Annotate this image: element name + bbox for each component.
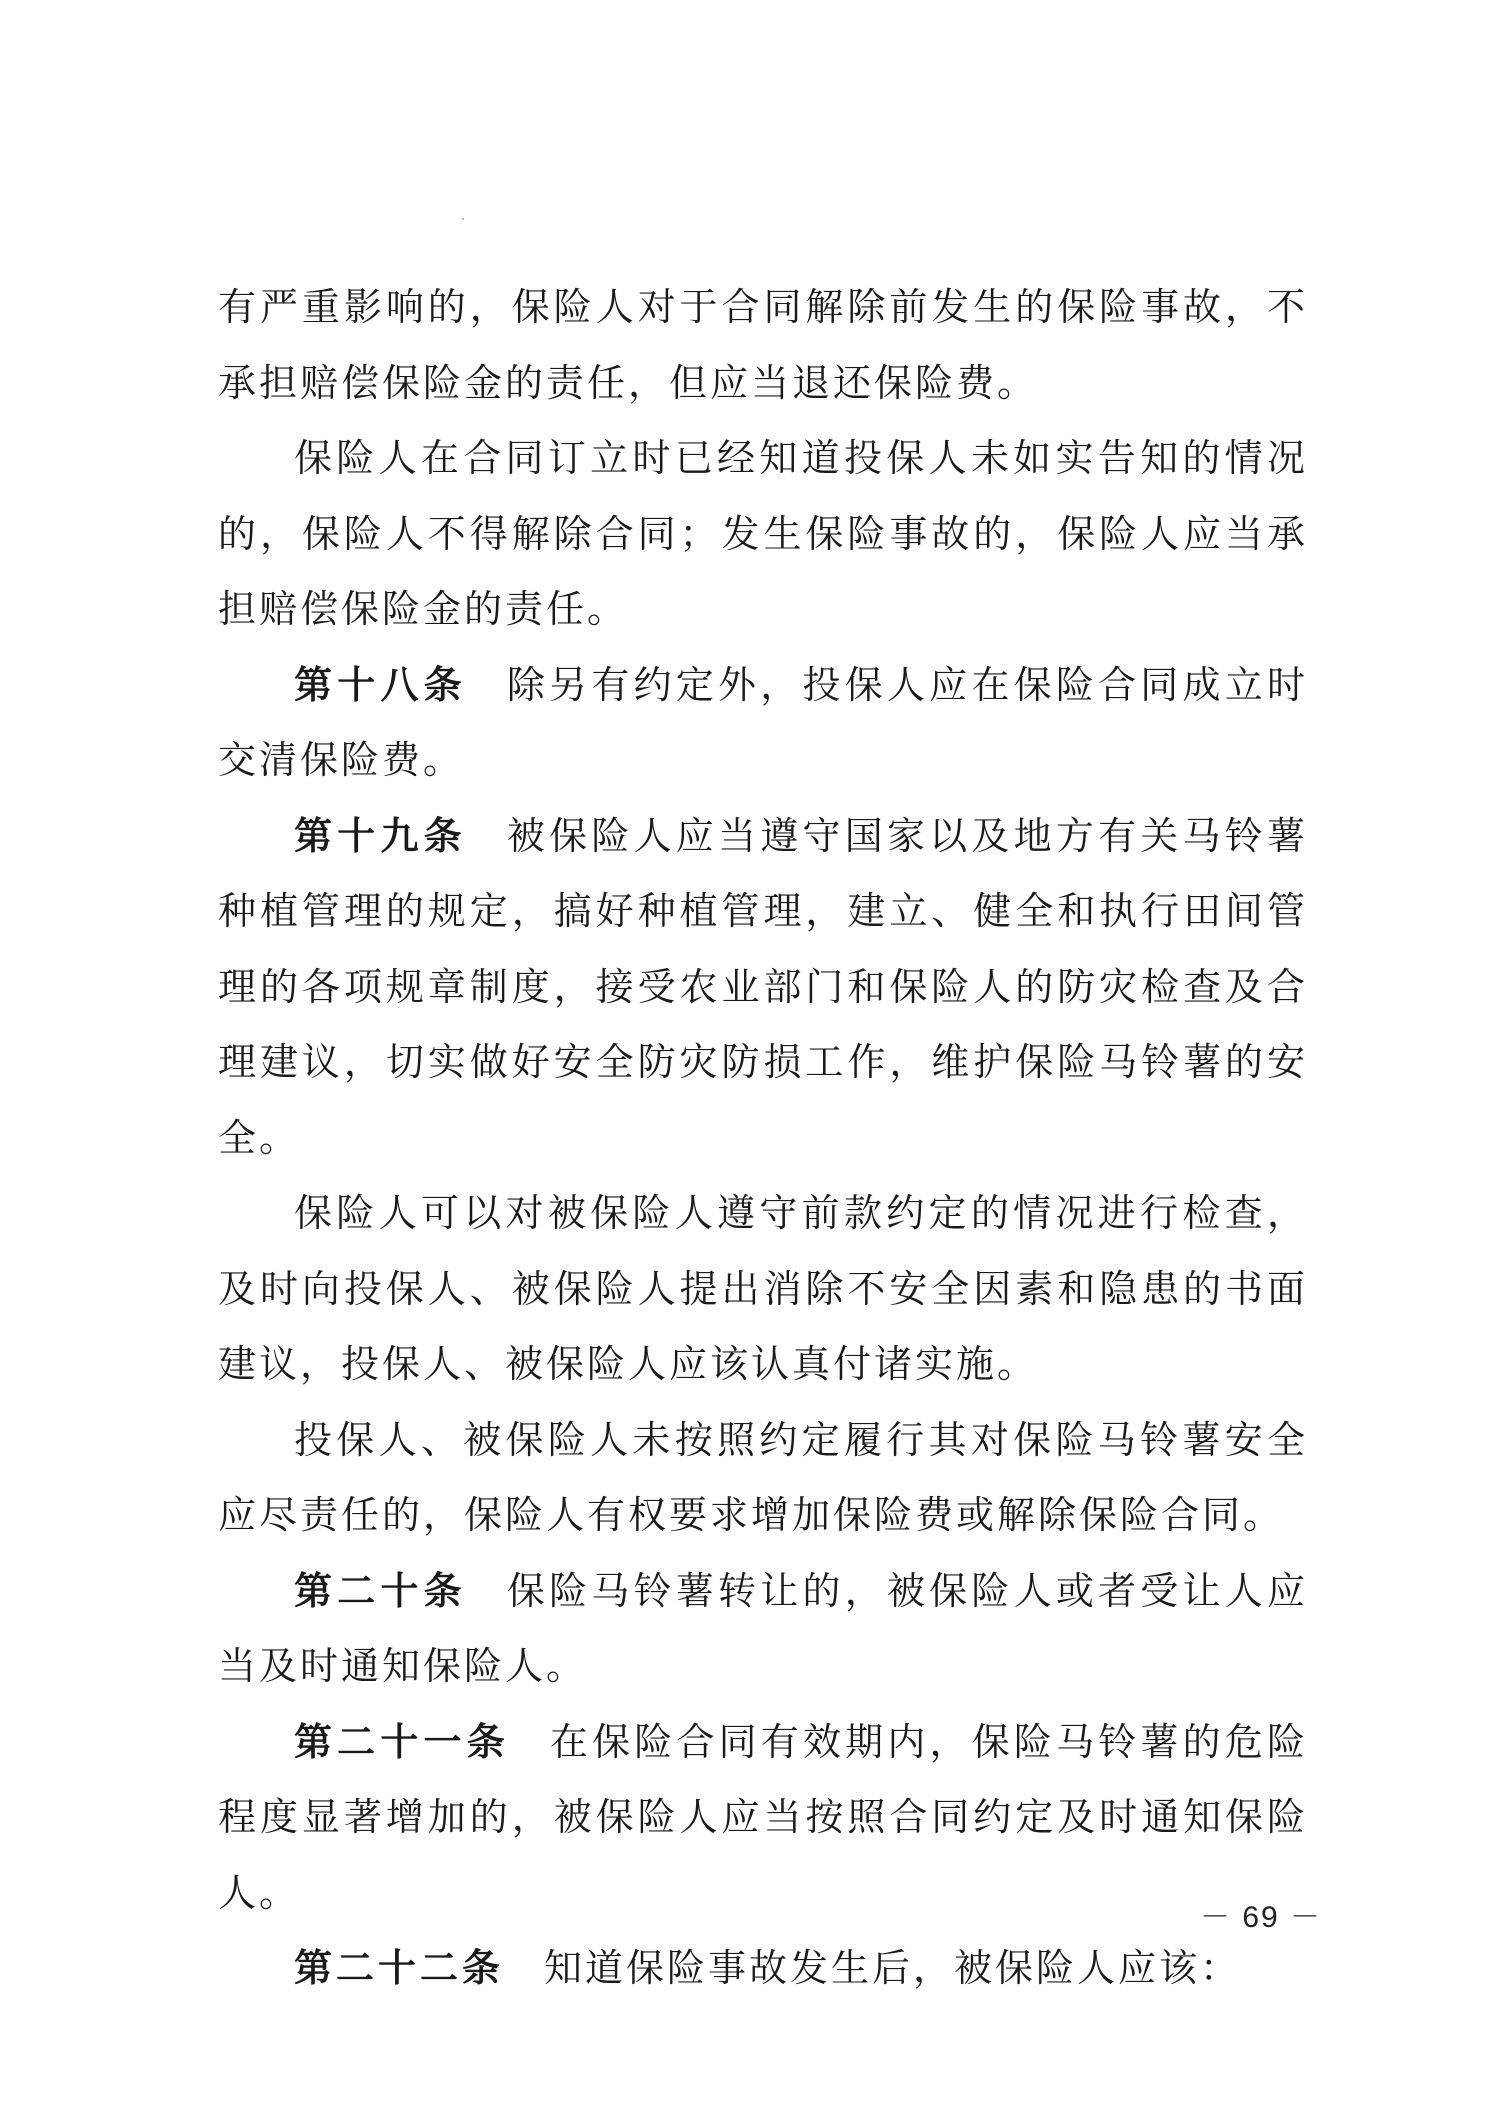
- article-label: 第十八条: [294, 662, 467, 707]
- paragraph-text: 除另有约定外，投保人应在保险合同成立时交清保险费。: [218, 662, 1308, 782]
- article-21: [218, 1705, 1308, 1932]
- paragraph-text: 被保险人应当遵守国家以及地方有关马铃薯种植管理的规定，搞好种植管理，建立、健全和执行田间管理的各项规章制度，接受农业部门和保险人的防灾检查及合理建议，切实做好安全防灾防损工作，维护保险马铃薯的安全。: [218, 813, 1308, 1160]
- body-text: [218, 270, 1308, 2007]
- paragraph-text: 在保险合同有效期内，保险马铃薯的危险程度显著增加的，被保险人应当按照合同约定及时通知保险人。: [218, 1719, 1308, 1915]
- scan-speck: [462, 218, 464, 220]
- paragraph-text: 保险马铃薯转让的，被保险人或者受让人应当及时通知保险人。: [218, 1568, 1308, 1688]
- article-label: 第十九条: [294, 813, 467, 858]
- article-20: [218, 1554, 1308, 1705]
- paragraph-text: 保险人可以对被保险人遵守前款约定的情况进行检查，及时向投保人、被保险人提出消除不安全因素和隐患的书面建议，投保人、被保险人应该认真付诸实施。: [218, 1191, 1308, 1386]
- paragraph-text: 投保人、被保险人未按照约定履行其对保险马铃薯安全应尽责任的，保险人有权要求增加保险费或解除保险合同。: [218, 1417, 1308, 1537]
- paragraph: [218, 1176, 1308, 1403]
- article-19: [218, 799, 1308, 1177]
- article-label: 第二十一条: [294, 1719, 510, 1764]
- article-label: 第二十二条: [294, 1946, 505, 1990]
- paragraph-text: 知道保险事故发生后，被保险人应该：: [544, 1946, 1242, 1990]
- page-number: － 69 －: [1200, 1901, 1323, 1934]
- article-label: 第二十条: [294, 1568, 467, 1613]
- article-22: [218, 1931, 1308, 2007]
- paragraph: [218, 421, 1308, 648]
- paragraph-text: 保险人在合同订立时已经知道投保人未如实告知的情况的，保险人不得解除合同；发生保险事故的，保险人应当承担赔偿保险金的责任。: [218, 436, 1308, 631]
- paragraph-text: 有严重影响的，保险人对于合同解除前发生的保险事故，不承担赔偿保险金的责任，但应当退还保险费。: [218, 285, 1308, 405]
- article-18: [218, 648, 1308, 799]
- paragraph-continuation: [218, 270, 1308, 421]
- paragraph: [218, 1403, 1308, 1554]
